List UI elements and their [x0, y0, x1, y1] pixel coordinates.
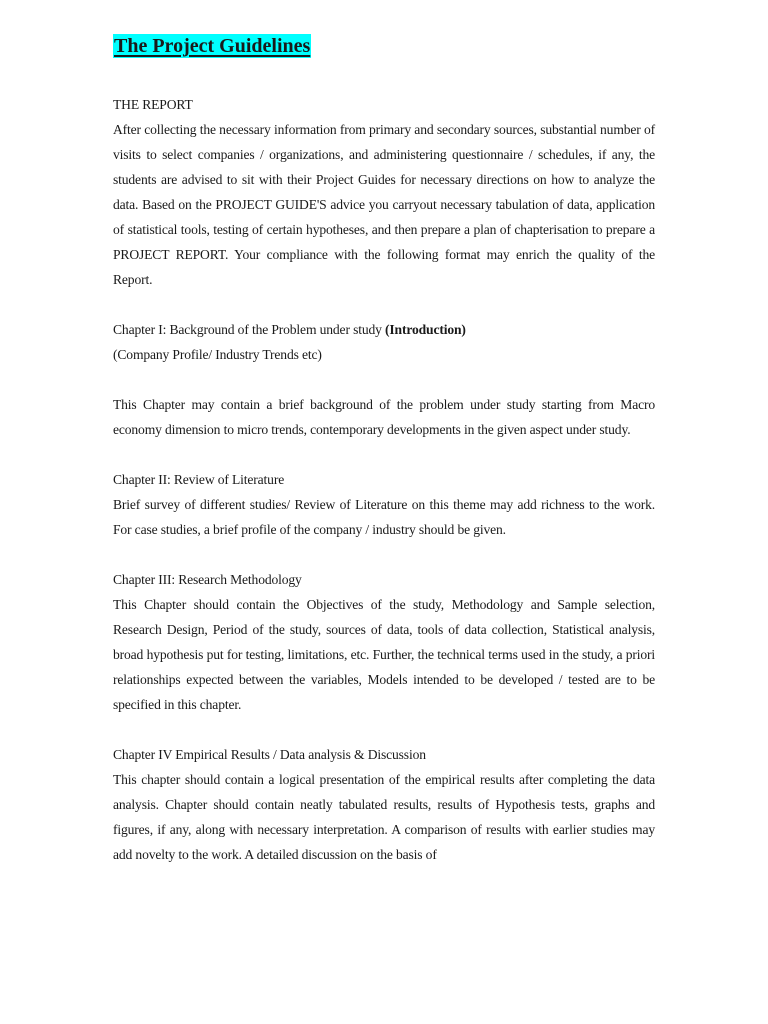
report-paragraph: After collecting the necessary information from primary and secondary sources, substantial number of visits to select companies / organizations, and administering questionnaire / schedules, if any, the students are advised to sit with their Project Guides for necessary directions on how to analyze the data. Based on the PROJECT GUIDE'S advice you carryout necessary tabulation of data, application of statistical tools, testing of certain hypotheses, and then prepare a plan of chapterisation to prepare a PROJECT REPORT. Your compliance with the following format may enrich the quality of the Report. — [113, 122, 655, 287]
chapter-2-heading: Chapter II: Review of Literature — [113, 472, 285, 487]
chapter-3-heading: Chapter III: Research Methodology — [113, 572, 302, 587]
chapter-4-paragraph: This chapter should contain a logical presentation of the empirical results after completing the data analysis. Chapter should contain neatly tabulated results, results of Hypothesis tests, graphs and figures, if any, along with necessary interpretation. A comparison of results with earlier studies may add novelty to the work. A detailed discussion on the basis of — [113, 772, 655, 862]
spacer — [113, 542, 655, 567]
chapter-1-subheading: (Company Profile/ Industry Trends etc) — [113, 347, 322, 362]
page-title: The Project Guidelines — [114, 35, 311, 57]
chapter-4-heading: Chapter IV Empirical Results / Data analysis & Discussion — [113, 747, 426, 762]
spacer — [113, 442, 655, 467]
title-block — [113, 34, 311, 58]
spacer — [113, 717, 655, 742]
report-heading: THE REPORT — [113, 97, 193, 112]
spacer — [113, 292, 655, 317]
chapter-1-heading-main: Chapter I: Background of the Problem under study — [113, 322, 386, 337]
chapter-2-paragraph: Brief survey of different studies/ Review of Literature on this theme may add richness to the work. For case studies, a brief profile of the company / industry should be given. — [113, 497, 655, 537]
document-body — [113, 92, 655, 867]
chapter-3-paragraph: This Chapter should contain the Objectives of the study, Methodology and Sample selection, Research Design, Period of the study, sources of data, tools of data collection, Statistical analysis, broad hypothesis put for testing, limitations, etc. Further, the technical terms used in the study, a priori relationships expected between the variables, Models intended to be developed / tested are to be specified in this chapter. — [113, 597, 655, 712]
chapter-1-heading — [113, 317, 655, 342]
chapter-1-paragraph: This Chapter may contain a brief background of the problem under study starting from Macro economy dimension to micro trends, contemporary developments in the given aspect under study. — [113, 397, 655, 437]
chapter-1-heading-suffix: (Introduction) — [385, 322, 466, 337]
spacer — [113, 367, 655, 392]
